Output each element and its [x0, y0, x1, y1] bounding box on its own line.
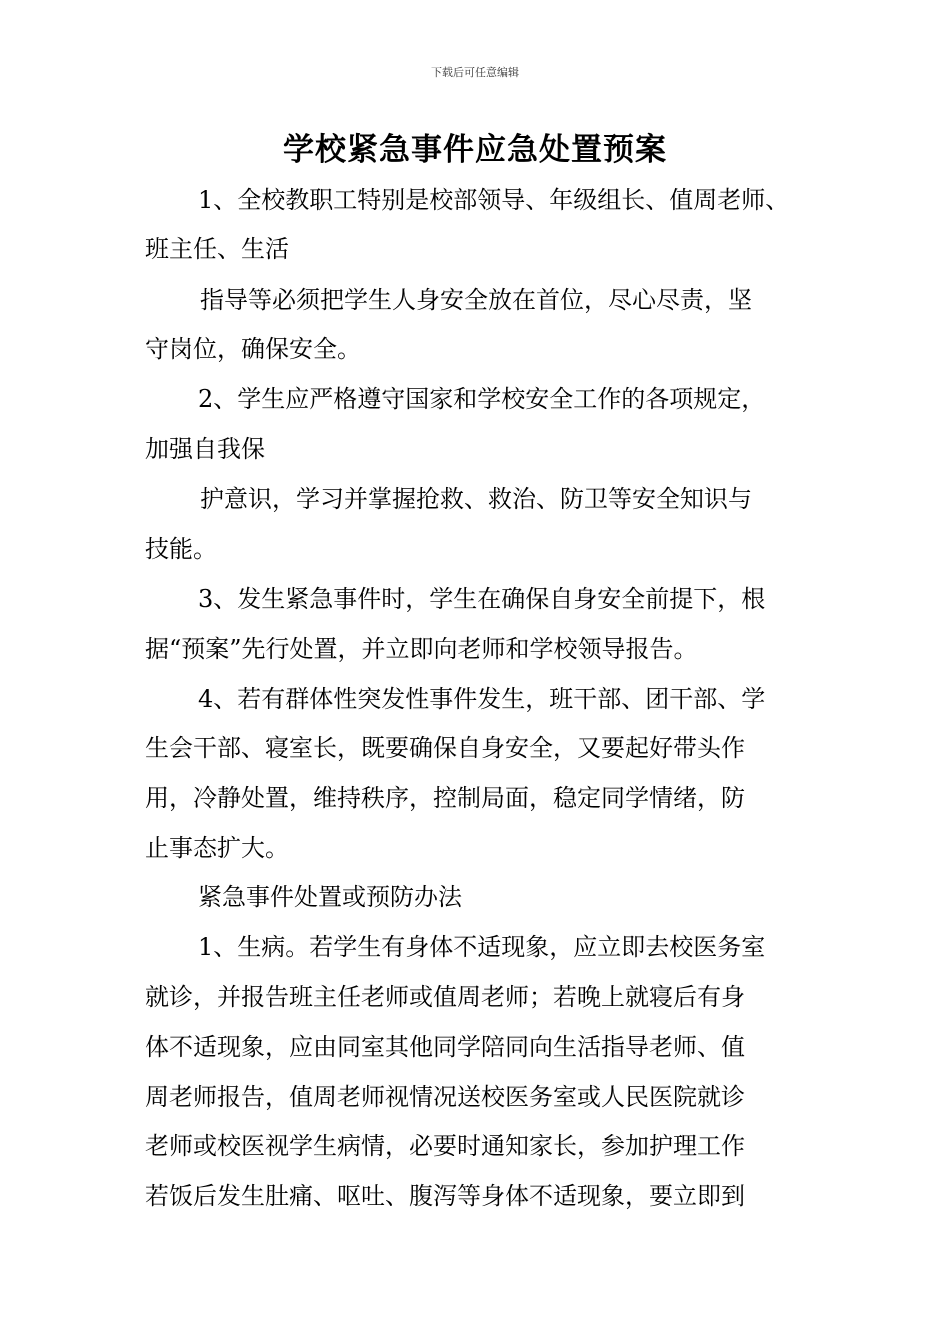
- section-heading: 紧急事件处置或预防办法: [198, 883, 462, 911]
- body-line: 3、发生紧急事件时，学生在确保自身安全前提下，根: [198, 585, 766, 613]
- body-line: 班主任、生活: [145, 235, 289, 263]
- body-line: 守岗位，确保安全。: [145, 335, 361, 363]
- page-header-note: 下载后可任意编辑: [431, 66, 519, 79]
- body-line: 指导等必须把学生人身安全放在首位，尽心尽责，坚: [200, 286, 752, 314]
- body-line: 1、生病。若学生有身体不适现象，应立即去校医务室: [198, 933, 766, 961]
- body-line: 技能。: [145, 535, 217, 563]
- body-line: 止事态扩大。: [145, 834, 289, 862]
- body-line: 就诊，并报告班主任老师或值周老师；若晚上就寝后有身: [145, 983, 745, 1011]
- body-line: 2、学生应严格遵守国家和学校安全工作的各项规定，: [198, 385, 766, 413]
- body-line: 体不适现象，应由同室其他同学陪同向生活指导老师、值: [145, 1033, 745, 1061]
- body-line: 据“预案”先行处置，并立即向老师和学校领导报告。: [145, 635, 698, 663]
- body-line: 老师或校医视学生病情，必要时通知家长，参加护理工作: [145, 1132, 745, 1160]
- body-line: 周老师报告，值周老师视情况送校医务室或人民医院就诊: [145, 1083, 745, 1111]
- body-line: 护意识，学习并掌握抢救、救治、防卫等安全知识与: [200, 485, 752, 513]
- body-line: 1、全校教职工特别是校部领导、年级组长、值周老师、: [198, 186, 790, 214]
- body-line: 加强自我保: [145, 435, 265, 463]
- document-title: 学校紧急事件应急处置预案: [283, 132, 667, 168]
- body-line: 生会干部、寝室长，既要确保自身安全，又要起好带头作: [145, 734, 745, 762]
- body-line: 4、若有群体性突发性事件发生，班干部、团干部、学: [198, 685, 766, 713]
- body-line: 若饭后发生肚痛、呕吐、腹泻等身体不适现象，要立即到: [145, 1182, 745, 1210]
- body-line: 用，冷静处置，维持秩序，控制局面，稳定同学情绪，防: [145, 784, 745, 812]
